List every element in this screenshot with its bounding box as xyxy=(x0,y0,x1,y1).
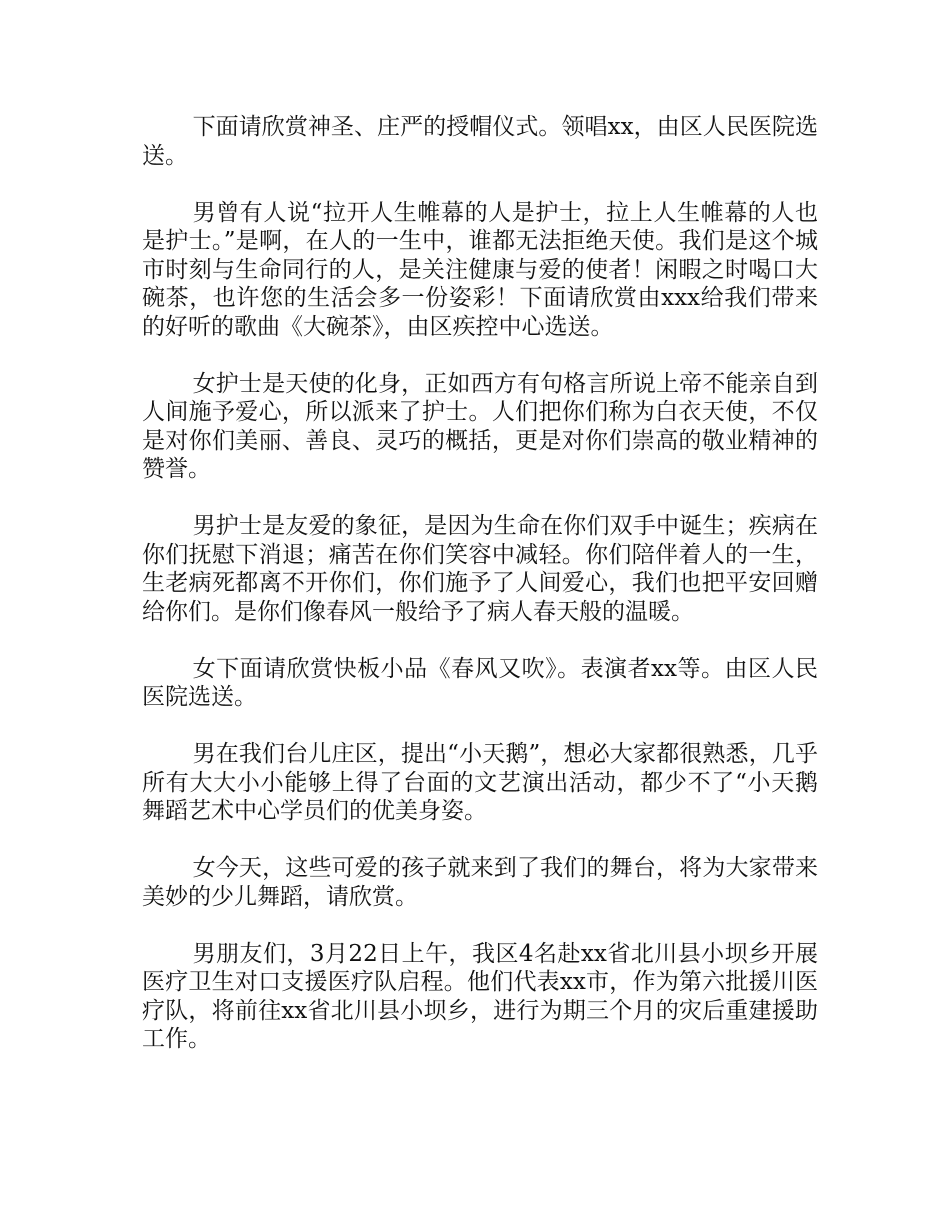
paragraph-5: 女下面请欣赏快板小品《春风又吹》。表演者xx等。由区人民医院选送。 xyxy=(142,655,818,710)
paragraph-1: 下面请欣赏神圣、庄严的授帽仪式。领唱xx，由区人民医院选送。 xyxy=(142,114,818,169)
paragraph-8: 男朋友们，3月22日上午，我区4名赴xx省北川县小坝乡开展医疗卫生对口支援医疗队启程。他们代表xx市，作为第六批援川医疗队，将前往xx省北川县小坝乡，进行为期三个月的灾后重建援助工作。 xyxy=(142,940,818,1052)
document-page xyxy=(142,113,818,1082)
paragraph-4: 男护士是友爱的象征，是因为生命在你们双手中诞生；疾病在你们抚慰下消退；痛苦在你们笑容中减轻。你们陪伴着人的一生，生老病死都离不开你们，你们施予了人间爱心，我们也把平安回赠给你们。是你们像春风一般给予了病人春天般的温暖。 xyxy=(142,513,818,625)
paragraph-2: 男曾有人说“拉开人生帷幕的人是护士，拉上人生帷幕的人也是护士。”是啊，在人的一生中，谁都无法拒绝天使。我们是这个城市时刻与生命同行的人，是关注健康与爱的使者！闲暇之时喝口大碗茶，也许您的生活会多一份姿彩！下面请欣赏由xxx给我们带来的好听的歌曲《大碗茶》，由区疾控中心选送。 xyxy=(142,199,818,340)
paragraph-6: 男在我们台儿庄区，提出“小天鹅”，想必大家都很熟悉，几乎所有大大小小能够上得了台面的文艺演出活动，都少不了“小天鹅舞蹈艺术中心学员们的优美身姿。 xyxy=(142,741,818,824)
paragraph-3: 女护士是天使的化身，正如西方有句格言所说上帝不能亲自到人间施予爱心，所以派来了护士。人们把你们称为白衣天使，不仅是对你们美丽、善良、灵巧的概括，更是对你们崇高的敬业精神的赞誉。 xyxy=(142,370,818,482)
paragraph-7: 女今天，这些可爱的孩子就来到了我们的舞台，将为大家带来美妙的少儿舞蹈，请欣赏。 xyxy=(142,855,818,910)
